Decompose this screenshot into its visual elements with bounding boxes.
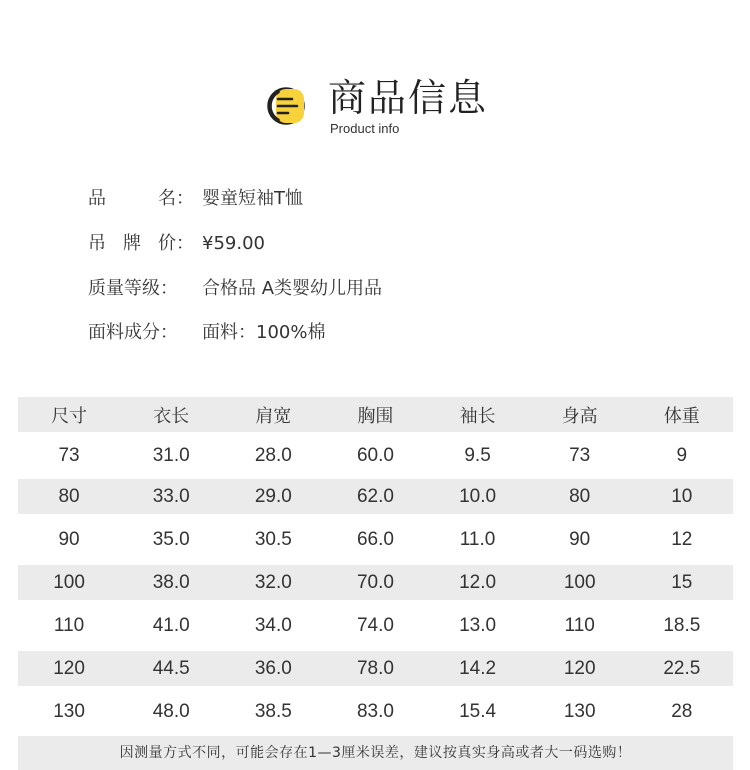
table-cell: 31.0 [152,444,190,466]
column-header: 胸围 [357,405,394,427]
table-cell: 11.0 [459,528,496,550]
info-value: 面料：100%棉 [202,322,326,343]
table-cell: 18.5 [663,614,701,636]
table-cell: 38.5 [254,700,292,722]
table-cell: 9.5 [464,444,491,466]
table-cell: 41.0 [152,614,190,636]
table-row [18,438,733,473]
table-cell: 22.5 [663,657,701,679]
table-cell: 73 [569,444,591,466]
table-cell: 73 [58,444,80,466]
page-title: 商品信息 [328,76,489,120]
info-label: 质量等级： [88,278,178,299]
column-header: 尺寸 [51,405,88,427]
table-cell: 12 [671,528,693,550]
table-cell: 48.0 [152,700,190,722]
table-cell: 74.0 [356,614,394,636]
table-cell: 33.0 [152,485,190,507]
table-cell: 36.0 [254,657,292,679]
table-cell: 90 [569,528,591,550]
table-cell: 110 [53,614,85,636]
table-cell: 100 [563,571,596,593]
info-value: 婴童短袖T恤 [202,188,303,209]
table-cell: 15.4 [459,700,497,722]
table-row [18,608,733,643]
table-cell: 120 [53,657,85,679]
column-header: 肩宽 [255,405,292,427]
column-header: 袖长 [459,405,496,427]
table-cell: 30.5 [254,528,292,550]
table-cell: 28.0 [254,444,292,466]
column-header: 衣长 [153,405,190,427]
table-row [18,522,733,557]
table-cell: 28 [671,700,693,722]
section-header [264,74,524,136]
table-cell: 12.0 [459,571,497,593]
info-label: 面料成分： [88,322,178,343]
table-cell: 32.0 [254,571,292,593]
table-header-row [18,397,733,432]
table-cell: 110 [564,614,595,636]
table-cell: 44.5 [152,657,190,679]
table-cell: 80 [569,485,591,507]
table-row [18,694,733,729]
table-cell: 60.0 [356,444,394,466]
document-icon [264,86,314,126]
table-cell: 14.2 [459,657,497,679]
table-cell: 35.0 [152,528,190,550]
table-cell: 70.0 [356,571,394,593]
table-cell: 66.0 [356,528,394,550]
table-cell: 10.0 [459,485,497,507]
info-label: 吊 牌 价 ： [88,233,194,254]
info-value: 合格品 A类婴幼儿用品 [202,278,383,299]
table-cell: 100 [53,571,85,593]
table-cell: 130 [53,700,85,722]
column-header: 体重 [663,405,700,427]
table-row [18,565,733,600]
table-cell: 38.0 [152,571,190,593]
table-cell: 80 [58,485,80,507]
info-label: 品 名 ： [88,188,194,209]
column-header: 身高 [561,405,598,427]
table-cell: 78.0 [356,657,394,679]
table-cell: 9 [676,444,688,466]
table-cell: 29.0 [254,485,292,507]
table-cell: 62.0 [356,485,394,507]
table-cell: 10 [671,485,693,507]
table-cell: 34.0 [254,614,292,636]
table-cell: 83.0 [356,700,394,722]
table-cell: 130 [563,700,596,722]
table-row [18,651,733,686]
table-cell: 90 [58,528,80,550]
table-cell: 13.0 [459,614,497,636]
table-cell: 120 [563,657,596,679]
info-value: ¥59.00 [202,233,265,254]
table-row [18,479,733,514]
table-cell: 15 [671,571,693,593]
measurement-note: 因测量方式不同，可能会存在1—3厘米误差，建议按真实身高或者大一码选购！ [18,736,733,770]
page-subtitle: Product info [330,121,400,136]
